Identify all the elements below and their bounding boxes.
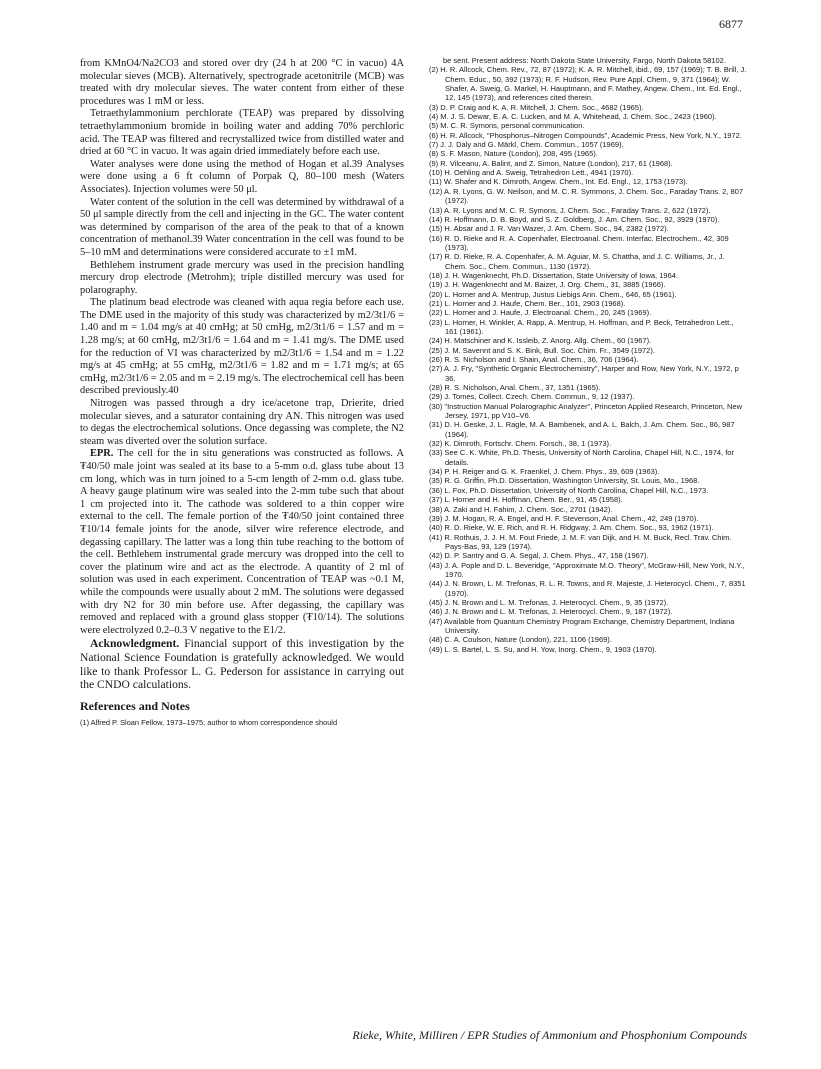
reference-item: (32) K. Dimroth, Fortschr. Chem. Forsch., 38, 1 (1973).: [429, 439, 612, 449]
reference-item: (8) S. F. Mason, Nature (London), 208, 495 (1965).: [429, 149, 598, 159]
reference-1-continuation: be sent. Present address: North Dakota State University, Fargo, North Dakota 58102.: [443, 56, 726, 65]
reference-item: (17) R. D. Rieke, R. A. Copenhafer, A. M. Aguiar, M. S. Chattha, and J. C. Williams, Jr., J. Chem. Soc., Chem. Commun., 1130 (1972).: [429, 252, 725, 271]
reference-item: (13) A. R. Lyons and M. C. R. Symons, J. Chem. Soc., Faraday Trans. 2, 622 (1972).: [429, 205, 711, 215]
reference-item: (48) C. A. Coulson, Nature (London), 221, 1106 (1969).: [429, 635, 612, 645]
reference-item: (40) R. D. Rieke, W. E. Rich, and R. H. Ridgway, J. Am. Chem. Soc., 93, 1962 (1971).: [429, 523, 714, 533]
epr-heading: EPR.: [90, 448, 114, 460]
reference-item: (26) R. S. Nicholson and I. Shain, Anal. Chem., 36, 706 (1964).: [429, 355, 639, 364]
reference-item: (36) L. Fox, Ph.D. Dissertation, University of North Carolina, Chapel Hill, N.C., 1973.: [429, 485, 709, 495]
paragraph-nitrogen: Nitrogen was passed through a dry ice/acetone trap, Drierite, dried molecular sieves, and a saturator containing dry AN. This nitrogen was used to degas the electrochemical solutions. Once degassing was complete, the N2 steam was diverted over the solution surface.: [80, 398, 404, 447]
reference-item: (41) R. Rothuis, J. J. H. M. Fout Friede, J. M. F. van Dijk, and H. M. Buck, Recl. Trav. Chim. Pays-Bas, 93, 129 (1974).: [429, 532, 732, 551]
reference-item: (34) P. H. Reiger and G. K. Fraenkel, J. Chem. Phys., 39, 609 (1963).: [429, 467, 660, 477]
reference-item: (29) J. Tomes, Collect. Czech. Chem. Commun., 9, 12 (1937).: [429, 392, 635, 402]
reference-item: (21) L. Horner and J. Haufe, Chem. Ber., 101, 2903 (1968).: [429, 298, 626, 308]
reference-1: (1) Alfred P. Sloan Fellow, 1973–1975; author to whom correspondence should: [80, 718, 338, 728]
reference-item: (28) R. S. Nicholson, Anal. Chem., 37, 1351 (1965).: [429, 383, 601, 393]
paragraph-water-content: Water content of the solution in the cell was determined by withdrawal of a 50 μl sample directly from the cell and injecting in the GC. The water content was determined by comparison of the area of the peak to that of a known concentration of methanol.39 Water concentration in the cell was found to be 5–10 mM and determinations were considered accurate to ±1 mM.: [80, 196, 404, 258]
paragraph-water-analysis: Water analyses were done using the method of Hogan et al.39 Analyses were done using a 6 ft column of Porpak Q, 80–100 mesh (Waters Associates). Injection volumes were 50 μl.: [80, 158, 404, 195]
reference-item: (35) R. G. Griffin, Ph.D. Dissertation, Washington University, St. Louis, Mo., 1968.: [429, 476, 700, 486]
reference-item: (38) A. Zaki and H. Fahim, J. Chem. Soc., 2701 (1942).: [429, 504, 613, 514]
reference-item: (43) J. A. Pople and D. L. Beveridge, "Approximate M.O. Theory", McGraw-Hill, New York, N.Y., 1970.: [429, 560, 745, 579]
reference-item: (25) J. M. Savennt and S. K. Bink, Bull. Soc. Chim. Fr., 3549 (1972).: [429, 345, 655, 355]
reference-item: (20) L. Horner and A. Mentrup, Justus Liebigs Ann. Chem., 646, 65 (1961).: [429, 289, 677, 299]
reference-item: (27) A. J. Fry, "Synthetic Organic Electrochemistry", Harper and Row, New York, N.Y., 1972, p 36.: [429, 364, 739, 383]
reference-item: (30) "Instruction Manual Polarographic Analyzer", Princeton Applied Research, Princeton, New Jersey, 1971, pp V10–V6.: [429, 401, 742, 421]
reference-item: (18) J. H. Wagenknecht, Ph.D. Dissertation, State University of Iowa, 1964.: [429, 270, 678, 280]
reference-item: (39) J. M. Hogan, R. A. Engel, and H. F. Stevenson, Anal. Chem., 42, 249 (1970).: [429, 513, 699, 523]
reference-item: (11) W. Shafer and K. Dimroth, Angew. Chem., Int. Ed. Engl., 12, 1753 (1973).: [429, 177, 688, 187]
reference-item: (46) J. N. Brown and L. M. Trefonas, J. Heterocycl. Chem., 9, 187 (1972).: [429, 607, 673, 617]
epr-body: The cell for the in situ generations was constructed as follows. A ₮40/50 male joint was sealed at its base to a 5-mm o.d. glass tube about 13 cm long, which was in turn joined to a 5-cm length of 2-mm o.d. glass tube. A heavy gauge platinum wire was sealed into the 2-mm tube such that about 1 cm projected into it. The cathode was soldered to a thin copper wire external to the cell. The female portion of the ₮40/50 joint contained three ₮10/14 female joints for the anode, silver wire reference electrode, and degassing capillary. The latter was a long thin tube reaching to the bottom of the cell. Bethlehem instrumental grade mercury was dropped into the cell to cover the platinum wire and act as the electrode. A quantity of 2 ml of solution was used in each experiment. Concentration of TEAP was ~0.1 M, while the compounds were usually about 2 mM. The solutions were degassed with dry N2 for 30 min before use. After degassing, the capillary was removed and replaced with a ground glass stopper (₮10/14). The solutions were electrolyzed 0.2–0.3 V negative to the E1/2.: [80, 448, 404, 636]
paragraph-epr: [80, 448, 404, 637]
paragraph-electrode: The platinum bead electrode was cleaned with aqua regia before each use. The DME used in the majority of this study was characterized by m2/3t1/6 = 1.40 and m = 1.04 mg/s at 40 cmHg; at 50 cmHg, m2/3t1/6 = 1.57 and m = 1.28 mg/s; at 60 cmHg, m2/3t1/6 = 1.64 and m = 1.41 mg/s. The DME used for the reduction of VI was characterized by m2/3t1/6 = 1.54 and m = 1.22 mg/s at 45 cmHg; at 55 cmHg, m2/3t1/6 = 1.82 and m = 1.71 mg/s; at 65 cmHg, m2/3t1/6 = 2.05 and m = 2.19 mg/s. The electrochemical cell has been described previously.40: [80, 297, 404, 397]
reference-item: (16) R. D. Rieke and R. A. Copenhafer, Electroanal. Chem. Interfac. Electrochem., 42, 309 (1973).: [429, 233, 729, 252]
paragraph-solvent: from KMnO4/Na2CO3 and stored over dry (24 h at 200 °C in vacuo) 4A molecular sieves (MCB). Alternatively, spectrograde acetonitrile (MCB) was treated with dry molecular sieves. The water content from either of these procedures was 1 mM or less.: [80, 58, 404, 107]
reference-item: (6) H. R. Allcock, "Phosphorus–Nitrogen Compounds", Academic Press, New York, N.Y., 1972.: [429, 130, 742, 140]
reference-item: (37) L. Horner and H. Hoffman, Chem. Ber., 91, 45 (1958).: [429, 495, 623, 505]
reference-item: (44) J. N. Brown, L. M. Trefonas, R. L. R. Towns, and R. Majeste, J. Heterocycl. Chem., 7, 8351 (1970).: [429, 579, 746, 598]
reference-item: (47) Available from Quantum Chemistry Program Exchange, Chemistry Department, Indiana University.: [429, 616, 735, 635]
reference-item: (23) L. Horner, H. Winkler, A. Rapp, A. Mentrup, H. Hoffman, and P. Beck, Tetrahedron Lett., 161 (1961).: [429, 317, 734, 336]
reference-item: (24) H. Matschiner and K. Issleib, Z. Anorg. Allg. Chem., 60 (1967).: [429, 336, 652, 346]
reference-item: (14) R. Hoffmann, D. B. Boyd, and S. Z. Goldberg, J. Am. Chem. Soc., 92, 3929 (1970).: [429, 214, 720, 224]
acknowledgment-heading: Acknowledgment.: [90, 637, 180, 651]
acknowledgment-body: Financial support of this investigation by the National Science Foundation is gratefully acknowledged. We would like to thank Professor L. G. Pederson for assistance in carrying out the CNDO calculations.: [80, 637, 404, 692]
reference-item: (33) See C. K. White, Ph.D. Thesis, University of North Carolina, Chapel Hill, N.C., 1974, for details.: [429, 448, 734, 467]
page-number: 6877: [719, 17, 743, 31]
reference-item: (9) R. Vilceanu, A. Balint, and Z. Simon, Nature (London), 217, 61 (1968).: [429, 158, 673, 168]
reference-item: (12) A. R. Lyons, G. W. Neilson, and M. C. R. Symmons, J. Chem. Soc., Faraday Trans. 2, 807 (1972).: [429, 186, 744, 206]
reference-item: (22) L. Horner and J. Haufe, J. Electroanal. Chem., 20, 245 (1969).: [429, 308, 652, 318]
reference-item: (7) J. J. Daly and G. Märkl, Chem. Commun., 1057 (1969).: [429, 140, 624, 150]
reference-item: (42) D. P. Santry and G. A. Segal, J. Chem. Phys., 47, 158 (1967).: [429, 551, 649, 561]
paragraph-mercury: Bethlehem instrument grade mercury was used in the precision handling mercury drop electrode (Metrohm); triple distilled mercury was used for polarography.: [80, 259, 404, 296]
paragraph-teap: Tetraethylammonium perchlorate (TEAP) was prepared by dissolving tetraethylammonium bromide in boiling water and adding 70% perchloric acid. The TEAP was filtered and recrystallized twice from distilled water and dried at 60 °C in vacuo. It was again dried immediately before each use.: [80, 108, 404, 158]
reference-item: (45) J. N. Brown and L. M. Trefonas, J. Heterocycl. Chem., 9, 35 (1972).: [429, 597, 669, 607]
reference-item: (4) M. J. S. Dewar, E. A. C. Lucken, and M. A. Whitehead, J. Chem. Soc., 2423 (1960).: [429, 112, 717, 122]
reference-item: (19) J. H. Wagenknecht and M. Baizer, J. Org. Chem., 31, 3885 (1966).: [429, 280, 666, 290]
reference-item: (2) H. R. Allcock, Chem. Rev., 72, 87 (1972); K. A. R. Mitchell, ibid., 69, 157 (1969); T. B. Brill, J. Chem. Educ., 50, 392 (1973); R. F. Hudson, Rev. Pure Appl. Chem., 9, 371 (1964); W. Shafer, A. Sweig, G. Markel, H. Hauptmann, and F. Mathey, Angew. Chem., Int. Ed. Engl., 12, 145 (1973), and references cited therein.: [429, 65, 747, 103]
reference-item: (31) D. H. Geske, J. L. Ragle, M. A. Bambenek, and A. L. Balch, J. Am. Chem. Soc., 86, 987 (1964).: [429, 420, 735, 439]
acknowledgment: [80, 637, 404, 691]
reference-list: [429, 65, 747, 654]
left-column: [80, 58, 404, 728]
reference-item: (49) L. S. Bartel, L. S. Su, and H. Yow, Inorg. Chem., 9, 1903 (1970).: [429, 644, 657, 654]
reference-item: (5) M. C. R. Symons, personal communication.: [429, 121, 585, 131]
references-heading: References and Notes: [80, 698, 190, 713]
reference-item: (3) D. P. Craig and K. A. R. Mitchell, J. Chem. Soc., 4682 (1965).: [429, 102, 644, 112]
reference-item: (10) H. Oehling and A. Sweig, Tetrahedron Lett., 4941 (1970).: [429, 168, 634, 178]
running-footer: Rieke, White, Milliren / EPR Studies of Ammonium and Phosphonium Compounds: [352, 1028, 747, 1042]
right-column: [429, 56, 747, 654]
reference-item: (15) H. Absar and J. R. Van Wazer, J. Am. Chem. Soc., 94, 2382 (1972).: [429, 224, 669, 234]
